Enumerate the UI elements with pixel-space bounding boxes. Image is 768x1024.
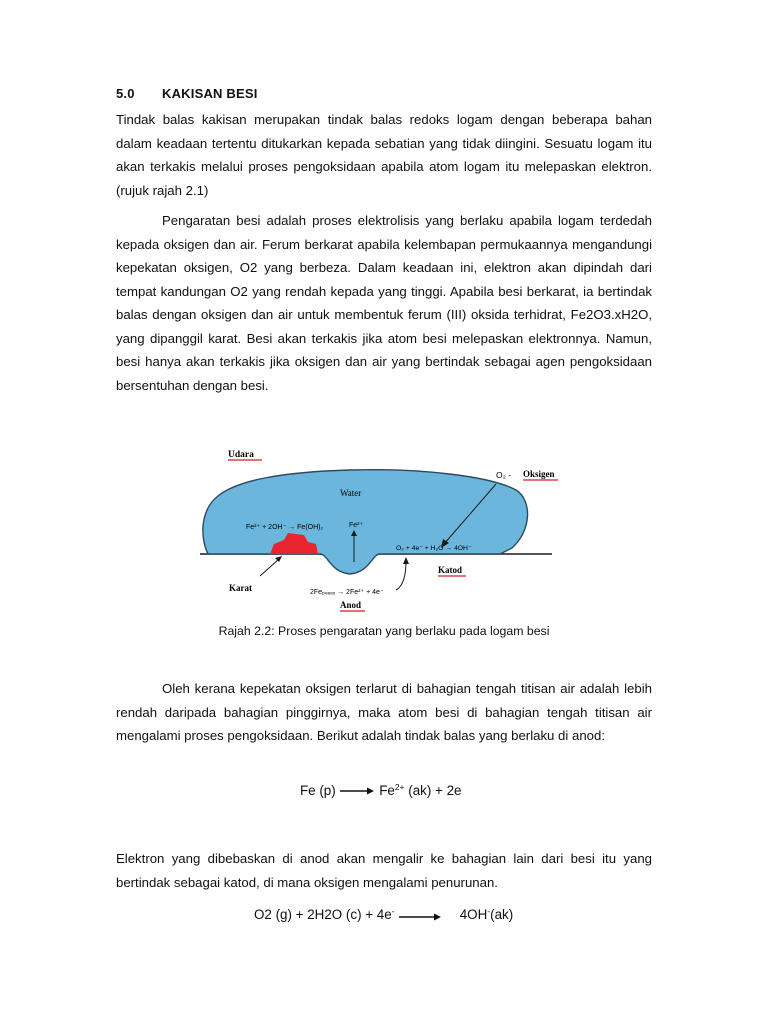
figure-caption: Rajah 2.2: Proses pengaratan yang berlaku pada logam besi	[218, 624, 550, 638]
cathode-reactant-charge: -	[391, 906, 395, 916]
label-rust: Karat	[229, 583, 252, 593]
cathode-product-rest: (ak)	[490, 907, 514, 922]
label-anode-reaction: 2Feₚₑₑₑₓ → 2Fe²⁺ + 4e⁻	[310, 589, 384, 596]
cathode-equation-product	[460, 907, 513, 922]
water-droplet	[203, 470, 528, 574]
anode-equation-reactant: Fe (p)	[300, 783, 336, 798]
anode-product-rest: (ak) + 2e	[404, 783, 462, 798]
label-fe-reaction: Fe²⁺ + 2OH⁻ → Fe(OH)₂	[246, 524, 324, 531]
paragraph-cathode-explanation: Elektron yang dibebaskan di anod akan mengalir ke bahagian lain dari besi itu yang bertindak sebagai katod, di mana oksigen mengalami penurunan.	[116, 851, 652, 890]
anode-equation-product	[379, 783, 461, 798]
cathode-equation	[254, 907, 513, 922]
reaction-arrow-icon	[339, 786, 375, 796]
anode-product-charge: 2+	[394, 782, 405, 792]
cathode-product-base: 4OH	[459, 907, 488, 922]
label-fe-ion: Fe²⁺	[349, 522, 364, 529]
label-cathode: Katod	[438, 565, 463, 575]
section-title: KAKISAN BESI	[162, 86, 258, 101]
electron-flow-arrow	[396, 562, 406, 590]
label-anode: Anod	[340, 600, 362, 610]
anode-product-base: Fe	[379, 783, 395, 798]
label-cathode-reaction: O₂ + 4e⁻ + H₂O → 4OH⁻	[396, 545, 472, 552]
paragraph-anode-explanation: Oleh kerana kepekatan oksigen terlarut di bahagian tengah titisan air adalah lebih rendah daripada bahagian pinggirnya, maka atom besi di bahagian tengah titisan air mengalami proses pengoksidaan. Berikut adalah tindak balas yang berlaku di anod:	[116, 681, 652, 743]
label-oxygen-formula: O₂ -	[496, 470, 512, 480]
rust-arrow	[260, 559, 279, 576]
label-oxygen: Oksigen	[523, 469, 555, 479]
label-air: Udara	[228, 450, 254, 460]
paragraph-intro: Tindak balas kakisan merupakan tindak balas redoks logam dengan beberapa bahan dalam keadaan tertentu ditukarkan kepada sebatian yang tidak diingini. Sesuatu logam itu akan terkakis melalui proses pengoksidaan apabila atom logam itu melepaskan elektron. (rujuk rajah 2.1)	[116, 112, 652, 198]
electron-flow-arrowhead	[403, 557, 409, 564]
cathode-product-charge: -	[487, 906, 491, 916]
anode-equation	[300, 783, 461, 798]
cathode-reactant-base: O2 (g) + 2H2O (c) + 4e	[254, 907, 392, 922]
section-heading	[116, 86, 258, 101]
paragraph-rusting: Pengaratan besi adalah proses elektrolisis yang berlaku apabila logam terdedah kepada oksigen dan air. Ferum berkarat apabila kelembapan permukaannya mengandungi kepekatan oksigen, O2 yang berbeza. Dalam keadaan ini, elektron akan dipindah dari tempat kandungan O2 yang rendah kepada yang tinggi. Apabila besi berkarat, ia bertindak balas dengan oksigen dan air untuk membentuk ferum (III) oksida terhidrat, Fe2O3.xH2O, yang dipanggil karat. Besi akan terkakis jika atom besi melepaskan elektronnya. Namun, besi hanya akan terkakis jika oksigen dan air yang bertindak sebagai agen pengoksidaan bersentuhan dengan besi.	[116, 213, 652, 393]
cathode-equation-reactant	[254, 907, 395, 922]
rusting-diagram	[200, 440, 560, 620]
reaction-arrow-icon	[398, 908, 442, 922]
label-water: Water	[340, 488, 362, 498]
section-number: 5.0	[116, 86, 135, 101]
